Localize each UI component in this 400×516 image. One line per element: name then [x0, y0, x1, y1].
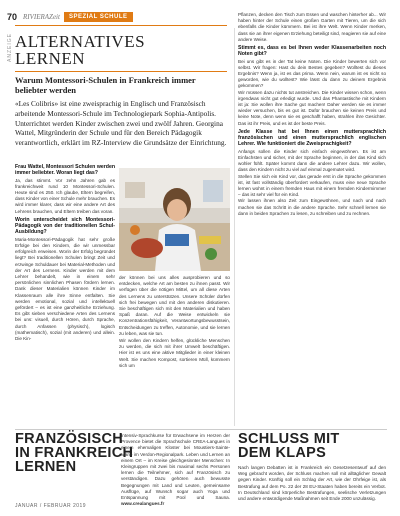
- box-right-text: Nach langen Debatten ist in Frankreich ein Gesetzesentwurf auf den Weg gebracht worden, der Schluss machen soll mit alltäglicher Gewalt gegen Kinder. Künftig soll ein Schlag der Art, wie der Ohrfeige ist, als Bestrafung auf dem Po. 22 der 28 EU-Staaten haben bereits ein Verbot. In Deutschland sind körperliche Bestrafungen, seelische Verletzungen und andere entwürdigende Maßnahmen seit Ende 2000 unzulässig.: [238, 465, 386, 502]
- answer-2-continued-2: Wir wollen den Kindern helfen, glückliche Menschen zu werden, die sich mit ihrer Umwelt beschäftigen. Hier ist es uns eine aktive Mitglieder in einer kleinen Welt. Sie machen Kompost, sortieren Müll, kümmern sich um: [119, 338, 230, 368]
- title-rule: [15, 71, 227, 72]
- article-title: [15, 33, 145, 67]
- answer-4: Anfangs sollen die Kinder sich einfach eingewöhnen. Es ist am Einfachsten und sicher, mit der Sprache beginnen, in der das Kind sich wohler fühlt. Später kommt dann die andere Lehrer dazu. Wir wollen, dass den Kindern nicht zu viel auf einmal zugemutet wird. Stellen Sie sich ein Kind vor, das gerade erst in die Sprache gekommen ist, ist fast vollständig überfordert verkaufen, muss eine neue Sprache lernen wohnt in einem fremden Haus mit einem fremden Kindermimmer – das ist sehr viel für ein Kind. Wir lassen ihnen also Zeit zum Eingewöhnen, und nach und nach machen sie das Schritt in die andere Sprache. Sehr schnell lernen sie dann in beiden Sprachen zu lesen, zu schreiben und zu rechnen.: [238, 148, 386, 216]
- box-right-title-line-2: DEM KLAPS: [238, 445, 327, 461]
- question-1: Frau Wattel, Montessori Schulen werden immer beliebter. Woran liegt das?: [15, 164, 115, 177]
- answer-2-continued: der können bei uns alles ausprobieren und so entdecken, welche Art am besten zu ihnen passt. Wir verfügen über die nötigen Mittel, um all diese Arten des Lernens zu unterstützen. Unsere Schüler dürfen sich frei bewegen und mit den anderen diskutieren. Sie beschäftigen sich mit den Materialien und haben Spaß daran. Auf die Weise entwickeln sie Konzentrationsfähigkeit, Verantwortungsbewusstsein, Entscheidungen zu treffen, Autonomie, und sie lernen zu leben, was sie tun.: [119, 275, 230, 336]
- box-left-url[interactable]: www.crealangues.fr: [121, 501, 165, 507]
- title-line-1: ALTERNATIVES: [15, 32, 146, 51]
- question-2: Worin unterscheidet sich Montessori-Pädagogik von der traditionellen Schul-Ausbildung?: [15, 216, 115, 236]
- header-rule: [15, 25, 227, 26]
- page-number: 70: [7, 12, 18, 22]
- box-left-title: [15, 432, 133, 474]
- answer-2-continued-3: Pflanzen, decken den Tisch zum Essen und waschen hinterher ab... Wir haben hinter der Schule einen großen Garten mit Tieren, um die sich ebenfalls die Kinder kümmern. Bei ist ihre Welt. Wenn Kinder merken, dass sie an ihrer eigenen Erziehung beteiligt sind, reagieren sie auf eine andere Weise.: [238, 12, 386, 42]
- article-subhead: Warum Montessori-Schulen in Frankreich immer beliebter werden: [15, 75, 196, 95]
- answer-2: Maria-Montessori-Pädagogik hat sehr große Erfolge bei den Kindern, die wir unmessbar erfolgreich erweisen. Worin der Erfolg begründet liegt? Bei traditionellen Schulen bringt Zeit und erzwinge Schuldauer bei Material-Methoden und der Art des Lernens. Kinder werden mit dem Lehrer behandelt, wie in einem sehr persönlichen sinnlichen Phasen fördern lernen. Dank dieser Materialien können Kinder im Klassenraum alle ihre Sinne entfalten. Sie werden emotional, sozial und intellektuell gefördert – es ist eine ganzheitliche Erziehung. Es gibt sieben verschiedene Arten des Lernens bei uns: visuell, durch Hören, durch Sprache, durch Anfassen (physisch), logisch (mathematisch), sozial (mit anderen) und allein. Die Kin-: [15, 236, 115, 341]
- box-left-text: [121, 433, 230, 507]
- column-2: [119, 275, 230, 424]
- column-divider: [234, 28, 235, 426]
- column-3: [238, 12, 386, 424]
- box-right-title: [238, 432, 340, 460]
- box-left-title-line-2: IN FRANKREICH: [15, 445, 134, 461]
- box-left-title-line-1: FRANZÖSISCH: [15, 431, 124, 447]
- section-badge: SPEZIAL SCHULE: [64, 12, 133, 22]
- answer-1: Ja, das stimmt. Vor zehn Jahren gab es frankreichweit rund 10 Montessori-Schulen. Heute sind es 250. Ich glaube, Eltern begreifen, dass Kinder von einer Schule mehr brauchen. Es wird immer klarer, dass wir eine andere Art des Lehrens brauchen, und Eltern treiben das voran.: [15, 177, 115, 214]
- box-right-title-line-1: SCHLUSS MIT: [238, 431, 340, 447]
- answer-3: Bei uns gibt es in der Tat keine Noten. Die Kinder bewerten sich vor selbst. Wir fragen: Hast du dein Bestes gegeben? Wolltest du dieses Ergebnis? Wenn ja, ist es das prima. Wenn nein, warum ist es nicht so geworden, wie du wolltest? Wie lässt du dann zu deinem Ergebnis gekommen? Wir müssen dazu nichts tut anstreichen. Die Kinder wissen schon, wenn irgendwas nicht gut erledigt wurde. Und das Phantastische mit Kindern ist ja: Sie wollen ihre Sache gut machen! Daher werden sie es immer wieder versuchen, bis es gut ist. Dafür brauchen sie keinen Preis und keine Note, denn wenn sie es geschafft haben, strahlen ihre Gesichter. Das ist ihr Preis, und es ist der beste Preis.: [238, 58, 386, 126]
- column-1: [15, 162, 115, 424]
- brand-logo: RIVIERAZeit: [23, 13, 60, 21]
- box-left-title-line-3: LERNEN: [15, 459, 77, 475]
- side-label: ANZEIGE: [7, 33, 13, 62]
- question-4: Jede Klasse hat bei Ihnen einen muttersprachlich französischen und einen muttersprachlich englischen Lehrer. Wie funktioniert die Zweisprachigkeit?: [238, 128, 386, 148]
- question-3: Stimmt es, dass es bei Ihnen weder Klassenarbeiten noch Noten gibt?: [238, 45, 386, 58]
- article-lead: «Les Colibris» ist eine zweisprachig in Englisch und Französisch arbeitende Montessori-Schule im Technologiepark Sophia-Antipolis. Unterrichtet werden Kinder zwischen zwei und zwölf Jahren. Georgina Wattel, Mitgründerin der Schule und für den Bereich Pädagogik verantwortlich, erklärt im RZ-Interview die Grundsätze der Einrichtung.: [15, 99, 227, 148]
- issue-footer: JANUAR / FEBRUAR 2019: [15, 503, 87, 509]
- classroom-photo: [119, 168, 230, 271]
- box-left-body: Intensiv-Sprachkurse für Erwachsene im Herzen der Provence bietet die Sprachschule CREA-Langues in einem ehemaligen Kloster bei Moustiers-Sainte-Marie im Verdon-Regionalpark. Leben und Lernen an einem Ort – im Kreise gleichgesinnter Menschen: In Kleingruppen mit zwei bis maximal sechs Personen lernen die Teilnehmer, sich auf Französisch zu verständigen. Dazu gehören auch bewusste Begegnungen mit Land und Leuten, gemeinsame Ausflüge, auf Wunsch sogar auch Yoga und Entspannung mit Pool und Sauna.: [121, 433, 230, 501]
- page-header: [7, 10, 133, 24]
- title-line-2: LERNEN: [15, 49, 86, 68]
- photo-graphic: [119, 168, 230, 271]
- bottom-rule: [15, 429, 387, 430]
